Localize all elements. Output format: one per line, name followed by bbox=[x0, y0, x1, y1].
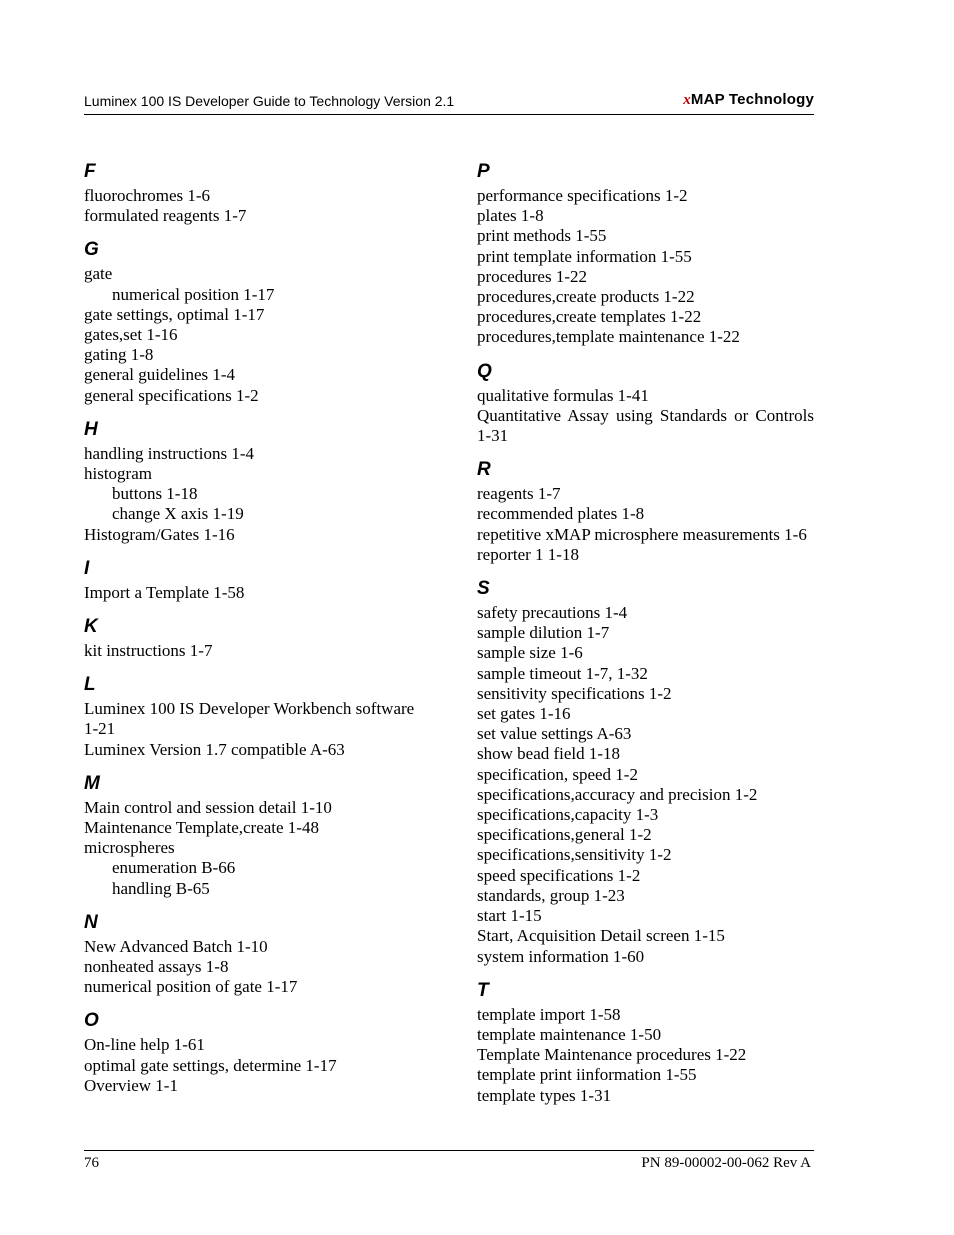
index-subentry: enumeration B-66 bbox=[112, 858, 236, 878]
index-entry: plates 1-8 bbox=[477, 206, 544, 226]
index-entry: reporter 1 1-18 bbox=[477, 544, 579, 564]
index-entry: Maintenance Template,create 1-48 bbox=[84, 818, 319, 838]
index-entry: speed specifications 1-2 bbox=[477, 865, 641, 885]
section-letter-heading: T bbox=[477, 979, 489, 1001]
index-subentry: buttons 1-18 bbox=[112, 484, 198, 504]
index-entry: show bead field 1-18 bbox=[477, 744, 621, 764]
index-entry: procedures 1-22 bbox=[477, 266, 587, 286]
header-title: Luminex 100 IS Developer Guide to Technology Version 2.1 bbox=[84, 93, 455, 109]
section-letter-heading: G bbox=[84, 239, 99, 261]
index-entry: fluorochromes 1-6 bbox=[84, 186, 211, 205]
index-entry: sensitivity specifications 1-2 bbox=[477, 683, 672, 703]
index-entry: Import a Template 1-58 bbox=[84, 582, 245, 602]
index-entry: specification, speed 1-2 bbox=[477, 764, 638, 784]
index-entry: formulated reagents 1-7 bbox=[84, 206, 247, 226]
index-entry: nonheated assays 1-8 bbox=[84, 957, 229, 977]
index-entry: template maintenance 1-50 bbox=[477, 1024, 662, 1044]
index-entry: sample timeout 1-7, 1-32 bbox=[477, 663, 648, 683]
index-subentry: change X axis 1-19 bbox=[112, 504, 244, 524]
page-footer bbox=[84, 1150, 814, 1171]
index-section bbox=[477, 362, 814, 447]
section-letter-heading: P bbox=[477, 161, 490, 182]
index-entry: specifications,capacity 1-3 bbox=[477, 805, 659, 825]
page-header bbox=[84, 90, 814, 115]
index-entry: start 1-15 bbox=[477, 906, 542, 926]
section-letter-heading: L bbox=[84, 674, 96, 696]
index-section bbox=[84, 675, 424, 760]
index-entry: general specifications 1-2 bbox=[84, 385, 259, 405]
brand-name: MAP Technology bbox=[690, 91, 814, 108]
index-entry: sample size 1-6 bbox=[477, 643, 583, 663]
index-entry: histogram bbox=[84, 464, 152, 484]
index-entry: print methods 1-55 bbox=[477, 226, 607, 246]
index-entry: Template Maintenance procedures 1-22 bbox=[477, 1045, 747, 1065]
index-entry: set gates 1-16 bbox=[477, 704, 571, 724]
index-section bbox=[84, 913, 424, 998]
part-number: PN 89-00002-00-062 Rev A bbox=[641, 1155, 811, 1171]
index-entry: reagents 1-7 bbox=[477, 484, 561, 504]
index-section bbox=[84, 559, 424, 603]
index-entry: template import 1-58 bbox=[477, 1004, 621, 1024]
section-letter-heading: H bbox=[84, 418, 98, 440]
section-letter-heading: Q bbox=[477, 360, 492, 382]
index-entry: gating 1-8 bbox=[84, 345, 154, 365]
section-letter-heading: F bbox=[84, 161, 96, 182]
index-entry: procedures,create templates 1-22 bbox=[477, 307, 702, 327]
index-entry: Luminex Version 1.7 compatible A-63 bbox=[84, 739, 345, 759]
index-section bbox=[477, 162, 814, 348]
section-letter-heading: M bbox=[84, 772, 100, 794]
index-entry: gates,set 1-16 bbox=[84, 325, 178, 345]
index-section bbox=[84, 1011, 424, 1096]
index-section bbox=[84, 774, 424, 899]
index-entry: qualitative formulas 1-41 bbox=[477, 385, 649, 405]
index-entry: general guidelines 1-4 bbox=[84, 365, 236, 385]
index-entry: microspheres bbox=[84, 838, 175, 858]
section-letter-heading: R bbox=[477, 459, 491, 481]
brand-x-letter: x bbox=[683, 92, 691, 108]
index-entry: standards, group 1-23 bbox=[477, 885, 625, 905]
index-entry: print template information 1-55 bbox=[477, 246, 692, 266]
index-entry: template print iinformation 1-55 bbox=[477, 1065, 697, 1085]
index-entry: template types 1-31 bbox=[477, 1085, 612, 1105]
index-entry: Overview 1-1 bbox=[84, 1075, 178, 1095]
index-entry: Main control and session detail 1-10 bbox=[84, 797, 332, 817]
index-section bbox=[477, 460, 814, 565]
index-entry: sample dilution 1-7 bbox=[477, 623, 610, 643]
section-letter-heading: S bbox=[477, 578, 490, 600]
header-brand bbox=[683, 91, 814, 109]
index-section bbox=[84, 162, 424, 226]
section-letter-heading: I bbox=[84, 557, 90, 579]
index-entry: Quantitative Assay using Standards or Controls 1-31 bbox=[477, 405, 814, 446]
index-entry: numerical position of gate 1-17 bbox=[84, 977, 298, 997]
index-entry: Start, Acquisition Detail screen 1-15 bbox=[477, 926, 725, 946]
index-column-left bbox=[84, 162, 424, 1096]
index-entry: system information 1-60 bbox=[477, 946, 645, 966]
index-entry: optimal gate settings, determine 1-17 bbox=[84, 1055, 337, 1075]
index-entry: On-line help 1-61 bbox=[84, 1035, 205, 1055]
section-letter-heading: N bbox=[84, 911, 98, 933]
index-entry: New Advanced Batch 1-10 bbox=[84, 936, 268, 956]
index-section bbox=[477, 981, 814, 1106]
index-entry: procedures,template maintenance 1-22 bbox=[477, 327, 740, 347]
index-entry: procedures,create products 1-22 bbox=[477, 287, 695, 307]
index-entry: gate settings, optimal 1-17 bbox=[84, 304, 265, 324]
index-entry: safety precautions 1-4 bbox=[477, 603, 628, 623]
index-entry: repetitive xMAP microsphere measurements 1-6 bbox=[477, 524, 807, 544]
index-section bbox=[84, 420, 424, 545]
index-entry: Luminex 100 IS Developer Workbench software 1-21 bbox=[84, 699, 415, 739]
index-entry: set value settings A-63 bbox=[477, 724, 632, 744]
index-section bbox=[84, 240, 424, 405]
index-entry: specifications,accuracy and precision 1-2 bbox=[477, 784, 758, 804]
index-entry: performance specifications 1-2 bbox=[477, 186, 688, 205]
page-number: 76 bbox=[84, 1155, 99, 1171]
index-section bbox=[84, 617, 424, 661]
section-letter-heading: O bbox=[84, 1010, 99, 1032]
index-entry: specifications,general 1-2 bbox=[477, 825, 652, 845]
index-entry: recommended plates 1-8 bbox=[477, 504, 645, 524]
index-section bbox=[477, 579, 814, 967]
index-entry: Histogram/Gates 1-16 bbox=[84, 524, 235, 544]
index-entry: kit instructions 1-7 bbox=[84, 641, 213, 661]
section-letter-heading: K bbox=[84, 616, 98, 638]
index-entry: specifications,sensitivity 1-2 bbox=[477, 845, 672, 865]
index-subentry: numerical position 1-17 bbox=[112, 284, 275, 304]
index-entry: handling instructions 1-4 bbox=[84, 443, 254, 463]
index-column-right bbox=[477, 162, 814, 1106]
index-subentry: handling B-65 bbox=[112, 878, 210, 898]
index-entry: gate bbox=[84, 264, 113, 284]
